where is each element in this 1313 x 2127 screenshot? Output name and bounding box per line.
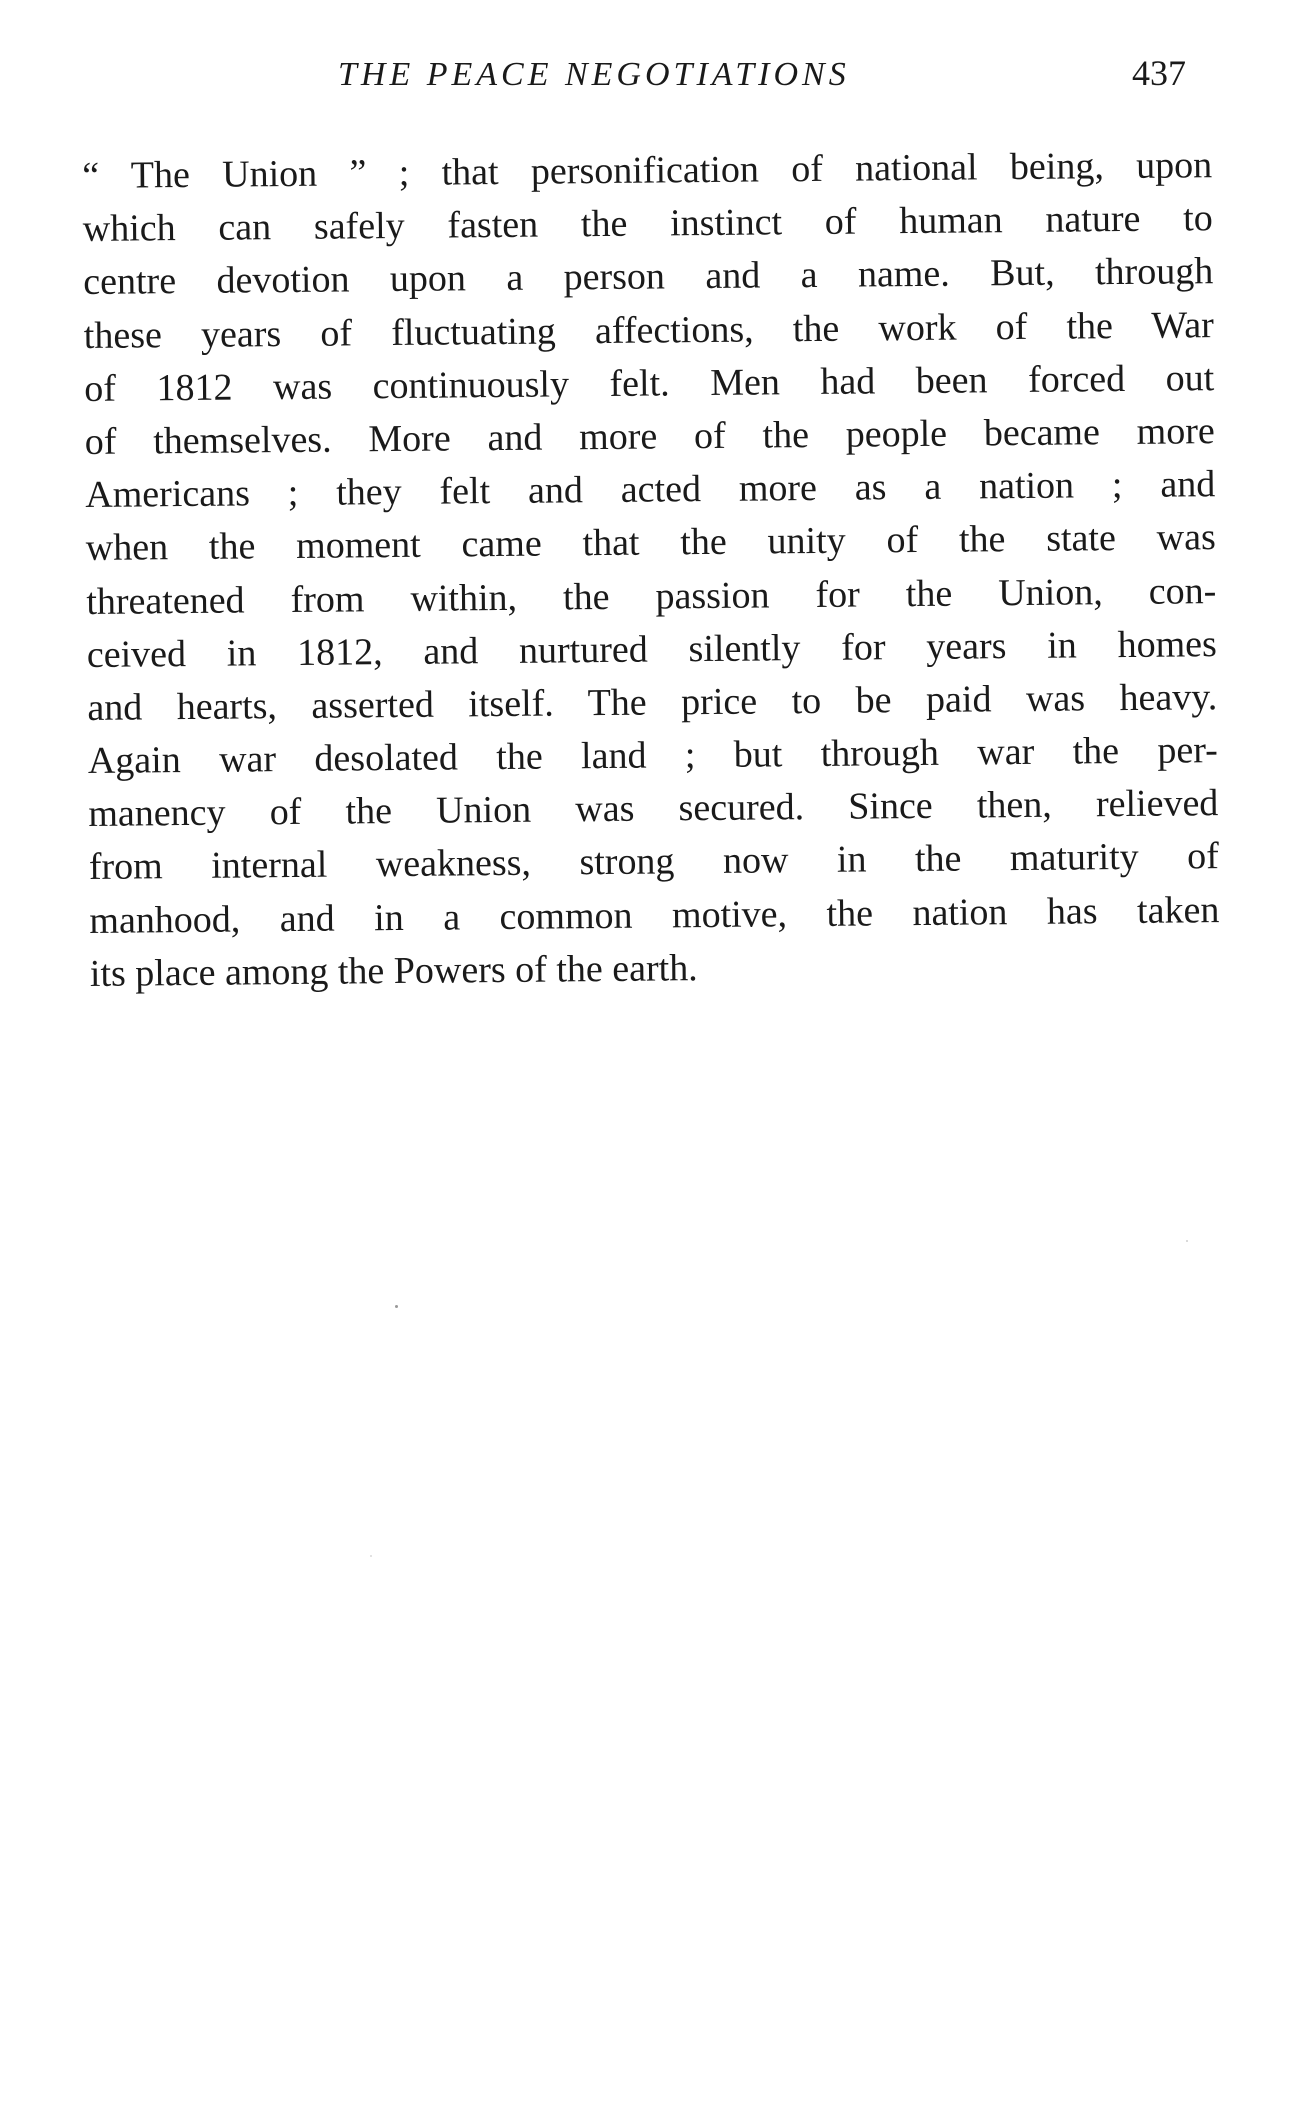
text-line: of 1812 was continuously felt. Men had been forced out xyxy=(84,356,1215,410)
paper-speck xyxy=(395,1305,398,1308)
text-line: these years of fluctuating affections, the work of the War xyxy=(83,303,1214,357)
text-line: when the moment came that the unity of the state was xyxy=(85,516,1216,570)
text-line: which can safely fasten the instinct of human nature to xyxy=(82,197,1213,251)
text-line: of themselves. More and more of the people became more xyxy=(84,410,1215,463)
page-number: 437 xyxy=(1132,53,1186,93)
text-line: ceived in 1812, and nurtured silently for years in homes xyxy=(86,622,1217,676)
running-head xyxy=(0,53,1313,106)
text-line: centre devotion upon a person and a name. But, through xyxy=(83,250,1214,304)
text-line: “ The Union ” ; that personification of national being, upon xyxy=(82,144,1213,197)
paper-speck xyxy=(370,1555,372,1557)
text-line: manhood, and in a common motive, the nation has taken xyxy=(89,888,1220,942)
paper-speck xyxy=(1186,1240,1188,1242)
text-line: from internal weakness, strong now in the maturity of xyxy=(88,835,1220,889)
text-line: Americans ; they felt and acted more as a nation ; and xyxy=(85,463,1216,517)
text-line: and hearts, asserted itself. The price to be paid was heavy. xyxy=(87,676,1218,729)
text-line-last: its place among the Powers of the earth. xyxy=(89,946,698,995)
text-line: threatened from within, the passion for the Union, con- xyxy=(86,569,1217,623)
running-title: THE PEACE NEGOTIATIONS xyxy=(338,56,850,93)
text-line: Again war desolated the land ; but through war the per- xyxy=(87,729,1219,783)
text-line: manency of the Union was secured. Since then, relieved xyxy=(88,782,1219,836)
body-paragraph xyxy=(82,139,1220,1001)
